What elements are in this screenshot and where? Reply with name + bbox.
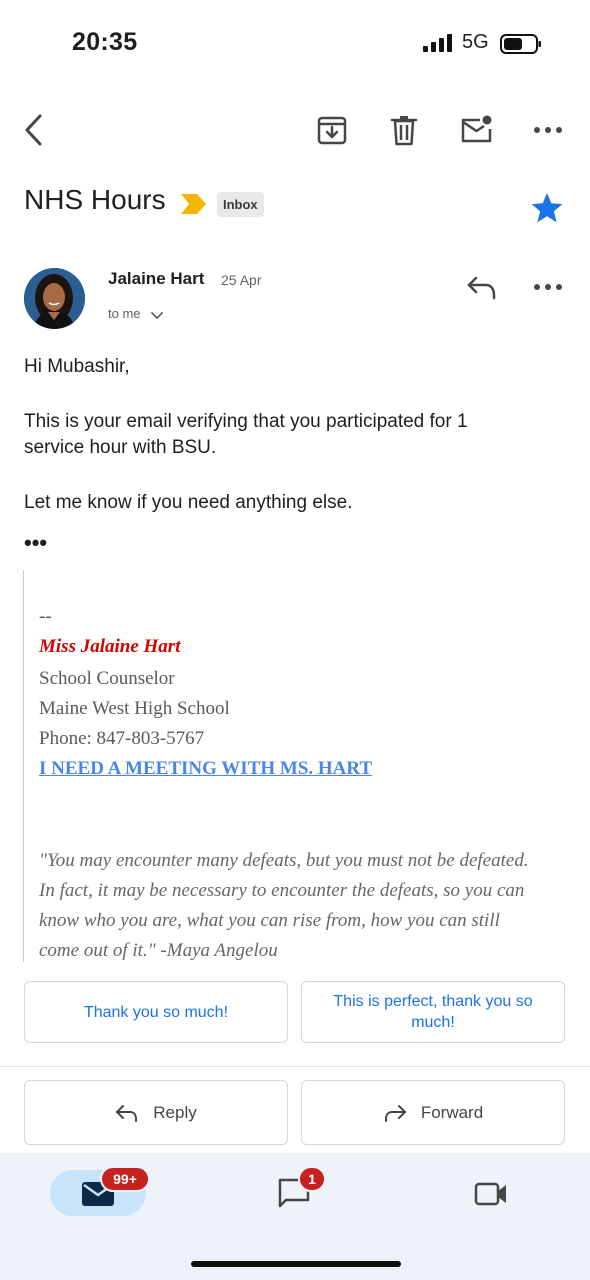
reply-icon[interactable] bbox=[466, 272, 498, 302]
smart-reply-button[interactable]: Thank you so much! bbox=[24, 981, 288, 1043]
divider bbox=[0, 1066, 590, 1067]
signature-separator: -- bbox=[39, 606, 52, 627]
archive-icon[interactable] bbox=[314, 112, 350, 148]
quote-line: In fact, it may be necessary to encounter the defeats, so you can bbox=[39, 880, 525, 901]
signature-quote bbox=[39, 846, 569, 966]
recipient-details[interactable]: to me bbox=[108, 306, 141, 321]
smart-reply-button[interactable]: This is perfect, thank you so much! bbox=[301, 981, 565, 1043]
cell-signal-icon bbox=[423, 34, 453, 52]
sender-photo bbox=[24, 268, 85, 329]
signature-name: Miss Jalaine Hart bbox=[39, 636, 181, 657]
back-icon[interactable] bbox=[16, 112, 52, 148]
forward-button[interactable] bbox=[301, 1080, 565, 1145]
chevron-down-icon[interactable] bbox=[150, 311, 164, 321]
forward-label: Forward bbox=[420, 1102, 484, 1122]
mail-unread-icon[interactable] bbox=[458, 112, 494, 148]
more-horizontal-icon[interactable] bbox=[530, 112, 566, 148]
signature-school: Maine West High School bbox=[39, 698, 230, 719]
meeting-link[interactable]: I NEED A MEETING WITH MS. HART bbox=[39, 758, 373, 779]
email-paragraph-line: This is your email verifying that you participated for 1 bbox=[24, 411, 468, 432]
message-more-icon[interactable] bbox=[530, 272, 566, 302]
show-trimmed-content-button[interactable]: ••• bbox=[24, 530, 48, 555]
email-paragraph-line: service hour with BSU. bbox=[24, 437, 217, 458]
email-greeting: Hi Mubashir, bbox=[24, 356, 130, 377]
chat-unread-badge: 1 bbox=[298, 1166, 326, 1192]
battery-icon bbox=[500, 34, 542, 54]
status-time: 20:35 bbox=[72, 28, 138, 56]
home-indicator bbox=[191, 1261, 401, 1267]
network-type: 5G bbox=[462, 31, 489, 53]
quote-line: know who you are, what you can rise from, how you can still bbox=[39, 910, 500, 931]
mail-unread-badge: 99+ bbox=[100, 1166, 150, 1192]
email-date: 25 Apr bbox=[221, 272, 262, 288]
inbox-label-chip[interactable]: Inbox bbox=[217, 192, 264, 217]
quote-divider bbox=[23, 570, 24, 962]
reply-icon bbox=[115, 1101, 139, 1125]
email-paragraph: Let me know if you need anything else. bbox=[24, 492, 353, 513]
avatar[interactable] bbox=[24, 268, 85, 329]
forward-icon bbox=[383, 1101, 407, 1125]
email-subject: NHS Hours bbox=[24, 184, 166, 215]
sender-name[interactable]: Jalaine Hart bbox=[108, 269, 205, 288]
reply-label: Reply bbox=[153, 1102, 197, 1122]
signature-phone: Phone: 847-803-5767 bbox=[39, 728, 205, 749]
star-icon[interactable] bbox=[530, 191, 564, 225]
important-marker-icon[interactable] bbox=[179, 192, 207, 216]
quote-line: "You may encounter many defeats, but you must not be defeated. bbox=[39, 850, 529, 871]
video-meet-icon[interactable] bbox=[473, 1177, 509, 1211]
quote-line: come out of it." -Maya Angelou bbox=[39, 940, 278, 961]
reply-button[interactable] bbox=[24, 1080, 288, 1145]
trash-icon[interactable] bbox=[386, 112, 422, 148]
signature-title: School Counselor bbox=[39, 668, 175, 689]
